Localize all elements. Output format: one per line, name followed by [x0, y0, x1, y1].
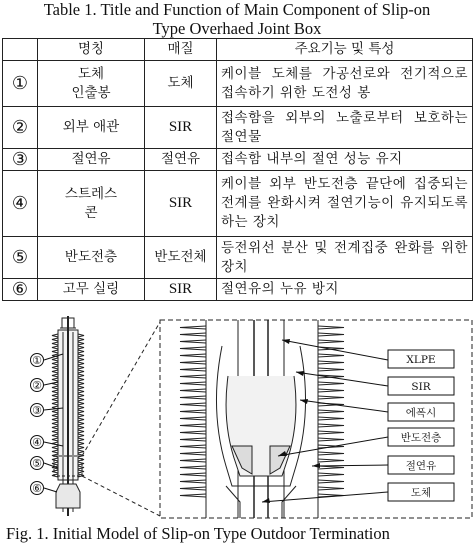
shed-fin	[78, 362, 84, 365]
shed-fin	[180, 368, 206, 371]
shed-fin	[78, 386, 84, 389]
component-material: SIR	[145, 107, 217, 149]
header-function: 주요기능 및 특성	[217, 39, 473, 61]
shed-fin	[52, 338, 58, 341]
shed-fin	[78, 446, 84, 449]
shed-fin	[78, 434, 84, 437]
shed-fin	[78, 406, 84, 409]
shed-fin	[52, 334, 58, 337]
shed-fin	[78, 370, 84, 373]
shed-fin	[318, 361, 344, 364]
shed-fin	[318, 340, 344, 343]
shed-fin	[78, 394, 84, 397]
shed-fin	[52, 414, 58, 417]
shed-fin	[52, 374, 58, 377]
svg-text:에폭시: 에폭시	[405, 407, 437, 419]
label-xlpe	[282, 339, 454, 368]
shed-fin	[78, 354, 84, 357]
shed-fin	[318, 368, 344, 371]
shed-fin	[52, 434, 58, 437]
shed-fin	[318, 480, 344, 483]
shed-fin	[52, 418, 58, 421]
shed-fin	[318, 487, 344, 490]
shed-fin	[78, 430, 84, 433]
termination-drawing	[0, 316, 474, 522]
component-function: 케이블 도체를 가공선로와 전기적으로 접속하기 위한 도전성 봉	[217, 61, 473, 107]
shed-fin	[78, 462, 84, 465]
header-index	[3, 39, 38, 61]
shed-fin	[318, 417, 344, 420]
shed-fin	[180, 326, 206, 329]
shed-fin	[52, 386, 58, 389]
row-number: ⑥	[3, 279, 38, 301]
component-table	[2, 38, 473, 301]
shed-fin	[78, 410, 84, 413]
shed-fin	[78, 358, 84, 361]
shed-fin	[318, 466, 344, 469]
shed-fin	[78, 458, 84, 461]
label-semiconductive	[278, 428, 454, 456]
component-name: 고무 실링	[38, 279, 145, 301]
shed-fin	[52, 378, 58, 381]
shed-fin	[52, 446, 58, 449]
shed-fin	[52, 470, 58, 473]
table-row	[3, 171, 473, 237]
component-function: 접속함 내부의 절연 성능 유지	[217, 149, 473, 171]
shed-fin	[78, 334, 84, 337]
shed-fin	[78, 346, 84, 349]
shed-fin	[318, 410, 344, 413]
shed-fin	[180, 382, 206, 385]
shed-fin	[78, 390, 84, 393]
label-conductor	[262, 483, 454, 503]
shed-fin	[78, 350, 84, 353]
component-function: 케이블 외부 반도전층 끝단에 집중되는 전계를 완화시켜 절연기능이 유지되도록 하는 장치	[217, 171, 473, 237]
termination-overview	[52, 316, 160, 516]
table-caption-line1: Table 1. Title and Function of Main Component of Slip-on	[43, 0, 431, 19]
table-header-row	[3, 39, 473, 61]
shed-fin	[78, 442, 84, 445]
row-number: ③	[3, 149, 38, 171]
svg-text:⑤: ⑤	[32, 457, 42, 470]
shed-fin	[180, 403, 206, 406]
shed-fin	[180, 452, 206, 455]
svg-text:XLPE: XLPE	[406, 354, 436, 366]
shed-fin	[78, 398, 84, 401]
svg-text:도체: 도체	[410, 487, 432, 499]
shed-fin	[318, 424, 344, 427]
shed-fin	[78, 422, 84, 425]
svg-text:②: ②	[32, 379, 42, 392]
component-function: 접속함을 외부의 노출로부터 보호하는 절연물	[217, 107, 473, 149]
shed-fin	[180, 487, 206, 490]
shed-fin	[180, 473, 206, 476]
shed-fin	[180, 340, 206, 343]
shed-fin	[180, 431, 206, 434]
svg-text:③: ③	[32, 404, 42, 417]
svg-text:절연유: 절연유	[405, 460, 437, 472]
svg-text:SIR: SIR	[411, 381, 431, 393]
component-material: SIR	[145, 171, 217, 237]
shed-fin	[78, 450, 84, 453]
shed-fin	[52, 450, 58, 453]
shed-fin	[52, 342, 58, 345]
shed-fin	[318, 382, 344, 385]
row-number: ①	[3, 61, 38, 107]
shed-fin	[318, 354, 344, 357]
shed-fin	[318, 389, 344, 392]
component-material: 반도전체	[145, 237, 217, 279]
shed-fin	[78, 426, 84, 429]
figure-caption: Fig. 1. Initial Model of Slip-on Type Outdoor Termination	[6, 524, 390, 543]
component-name: 도체 인출봉	[38, 61, 145, 107]
shed-fin	[52, 426, 58, 429]
shed-fin	[78, 382, 84, 385]
shed-fin	[52, 430, 58, 433]
shed-fin	[78, 466, 84, 469]
shed-fin	[180, 417, 206, 420]
shed-fin	[180, 333, 206, 336]
termination-figure	[0, 316, 474, 522]
table-row	[3, 107, 473, 149]
shed-fin	[180, 466, 206, 469]
shed-fin	[318, 333, 344, 336]
shed-fin	[52, 458, 58, 461]
shed-fin	[78, 366, 84, 369]
shed-fin	[318, 431, 344, 434]
component-function: 등전위선 분산 및 전계집중 완화를 위한 장치	[217, 237, 473, 279]
shed-fin	[318, 396, 344, 399]
header-name: 명칭	[38, 39, 145, 61]
table-row	[3, 279, 473, 301]
header-material: 매질	[145, 39, 217, 61]
shed-fin	[78, 414, 84, 417]
component-material: 도체	[145, 61, 217, 107]
shed-fin	[318, 326, 344, 329]
shed-fin	[52, 402, 58, 405]
shed-fin	[78, 438, 84, 441]
shed-fin	[180, 410, 206, 413]
row-number: ⑤	[3, 237, 38, 279]
detail-shed-fins-right	[318, 326, 344, 497]
component-name: 외부 애관	[38, 107, 145, 149]
svg-text:①: ①	[32, 354, 42, 367]
component-name: 반도전층	[38, 237, 145, 279]
shed-fin	[180, 424, 206, 427]
shed-fin	[52, 438, 58, 441]
shed-fin	[52, 422, 58, 425]
shed-fin	[180, 347, 206, 350]
label-insulating-oil	[312, 456, 454, 474]
shed-fin	[180, 354, 206, 357]
component-function: 절연유의 누유 방지	[217, 279, 473, 301]
shed-fin	[78, 374, 84, 377]
svg-text:반도전층: 반도전층	[400, 432, 442, 444]
shed-fin	[180, 389, 206, 392]
shed-fin	[318, 473, 344, 476]
row-number: ②	[3, 107, 38, 149]
shed-fin	[318, 438, 344, 441]
table-row	[3, 237, 473, 279]
table-row	[3, 61, 473, 107]
shed-fin	[52, 390, 58, 393]
shed-fin	[180, 494, 206, 497]
callout-6	[31, 482, 58, 496]
component-name: 스트레스 콘	[38, 171, 145, 237]
shed-fin	[318, 459, 344, 462]
shed-fin	[52, 410, 58, 413]
shed-fin	[52, 346, 58, 349]
svg-text:④: ④	[32, 436, 42, 449]
shed-fin	[180, 375, 206, 378]
callout-2	[31, 379, 59, 393]
shed-fin	[180, 396, 206, 399]
shed-fin	[78, 338, 84, 341]
shed-fin	[318, 452, 344, 455]
detail-shed-fins-left	[180, 326, 206, 497]
svg-text:⑥: ⑥	[32, 482, 42, 495]
component-name: 절연유	[38, 149, 145, 171]
shed-fin	[78, 342, 84, 345]
shed-fin	[52, 358, 58, 361]
shed-fin	[180, 459, 206, 462]
shed-fin	[180, 445, 206, 448]
component-material: SIR	[145, 279, 217, 301]
shed-fin	[52, 370, 58, 373]
shed-fin	[78, 470, 84, 473]
component-material: 절연유	[145, 149, 217, 171]
table-row	[3, 149, 473, 171]
shed-fin	[78, 418, 84, 421]
shed-fin	[52, 362, 58, 365]
shed-fin	[52, 366, 58, 369]
shed-fin	[52, 350, 58, 353]
shed-fin	[52, 398, 58, 401]
shed-fin	[180, 480, 206, 483]
table-caption-line2: Type Overhaed Joint Box	[152, 19, 322, 38]
table-caption	[0, 0, 474, 38]
shed-fin	[52, 394, 58, 397]
shed-fin	[78, 402, 84, 405]
shed-fin	[52, 462, 58, 465]
row-number: ④	[3, 171, 38, 237]
shed-fin	[180, 361, 206, 364]
shed-fin	[180, 438, 206, 441]
shed-fin	[78, 378, 84, 381]
